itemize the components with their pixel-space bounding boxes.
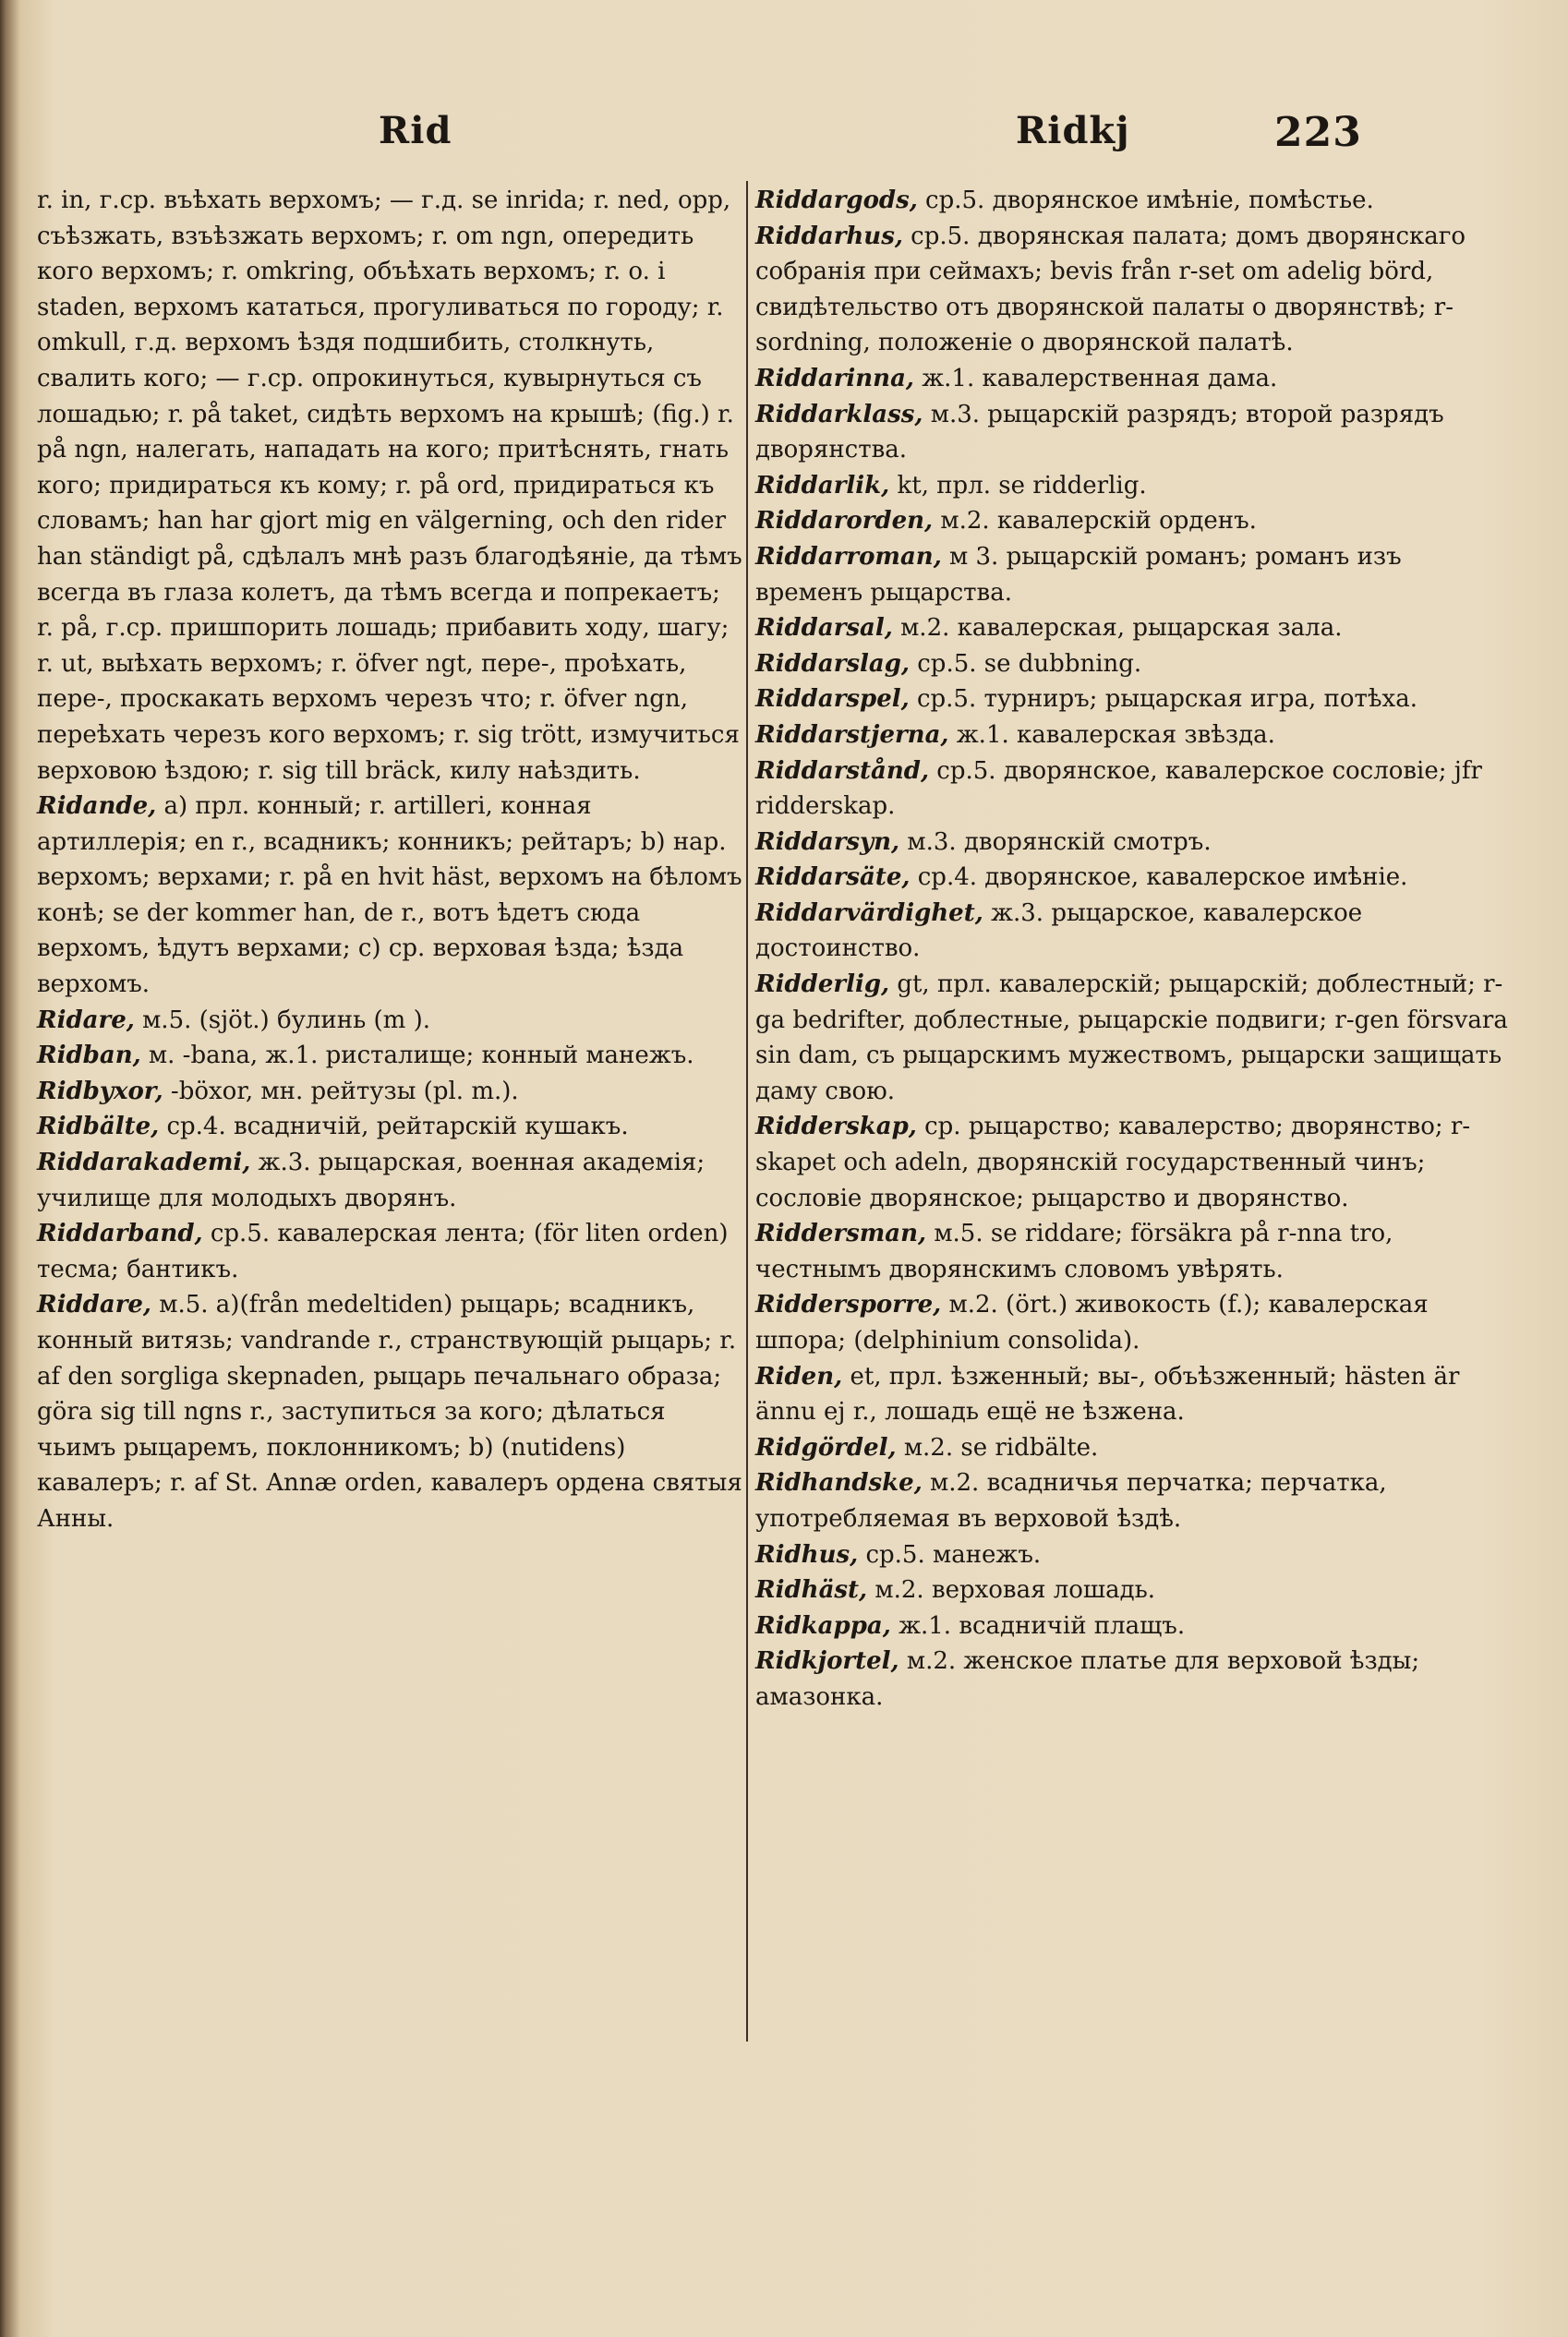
entry-headword: Ridande, — [37, 792, 157, 821]
entry-definition: м.2. верховая лошадь. — [874, 1576, 1156, 1605]
entry-definition: ср.5. кавалерская лента; (för liten orden) тесма; бантикъ. — [37, 1220, 729, 1283]
entry-headword: Ridkjortel, — [755, 1647, 899, 1676]
entry-definition: ср.4. всадничій, рейтарскій кушакъ. — [166, 1113, 629, 1141]
dictionary-entry — [755, 1287, 1511, 1358]
entry-definition: м.2. se ridbälte. — [903, 1433, 1099, 1462]
entry-headword: Riddargods, — [755, 187, 918, 214]
dictionary-entry — [755, 967, 1511, 1109]
entry-definition: ср.5. турниръ; рыцарская игра, потѣха. — [916, 685, 1417, 714]
dictionary-entry — [755, 1109, 1511, 1216]
entry-headword: Riddarroman, — [755, 542, 942, 571]
entry-definition: ср.5. дворянское, кавалерское сословіе; jfr ridderskap. — [755, 756, 1482, 821]
right-column — [755, 183, 1511, 1716]
entry-definition: ж.1. кавалерственная дама. — [922, 364, 1278, 392]
dictionary-entry — [755, 860, 1511, 896]
dictionary-entry — [755, 1465, 1511, 1536]
dictionary-entry — [755, 1359, 1511, 1430]
dictionary-entry — [755, 646, 1511, 682]
column-divider — [746, 181, 748, 2042]
dictionary-entry — [755, 503, 1511, 539]
dictionary-entry — [37, 1216, 743, 1287]
entry-definition: ж.1. кавалерская звѣзда. — [956, 720, 1275, 749]
entry-definition: м.3. рыцарскій разрядъ; второй разрядъ дворянства. — [755, 400, 1444, 464]
dictionary-entry — [755, 539, 1511, 610]
dictionary-entry — [37, 1003, 743, 1039]
entry-headword: Riddarsäte, — [755, 863, 911, 892]
left-guide-word: Rid — [379, 109, 452, 152]
entry-headword: Riddarslag, — [755, 649, 910, 678]
entry-definition: ж.1. всадничій плащъ. — [899, 1611, 1186, 1640]
entry-definition: ср. рыцарство; кавалерство; дворянство; r-skapet och adeln, дворянскій государственный чинъ; сословіе дворянское; рыцарство и дворянство. — [755, 1113, 1471, 1212]
dictionary-entry — [37, 183, 743, 789]
entry-headword: Riddarhus, — [755, 222, 903, 250]
entry-headword: Ridhäst, — [755, 1576, 868, 1605]
entry-definition: м.5. (sjöt.) булинь (m ). — [142, 1006, 430, 1034]
entry-headword: Riden, — [755, 1362, 843, 1391]
dictionary-entry — [755, 361, 1511, 397]
dictionary-entry — [755, 681, 1511, 717]
entry-definition: м.2. кавалерская, рыцарская зала. — [900, 614, 1343, 643]
dictionary-entry — [37, 1074, 743, 1110]
entry-definition: gt, прл. кавалерскій; рыцарскій; доблестный; r-ga bedrifter, доблестные, рыцарскіе подвиги; r-gen försvara sin dam, съ рыцарскимъ мужествомъ, рыцарски защищать даму свою. — [755, 970, 1508, 1105]
dictionary-entry — [37, 1109, 743, 1145]
dictionary-entry — [755, 896, 1511, 967]
entry-definition: м.2. всадничья перчатка; перчатка, употребляемая въ верховой ѣздѣ. — [755, 1469, 1387, 1533]
entry-headword: Riddare, — [37, 1291, 151, 1319]
dictionary-entry — [755, 610, 1511, 646]
entry-definition: ср.5. дворянская палата; домъ дворянскаго собранія при сеймахъ; bevis från r-set om adelig börd, свидѣтельство отъ дворянской палаты о дворянствѣ; r-sordning, положеніе о дворянской палатѣ. — [755, 222, 1466, 357]
entry-headword: Riddarakademi, — [37, 1149, 251, 1177]
entry-definition: ср.5. манежъ. — [865, 1540, 1042, 1569]
entry-definition: ср.4. дворянское, кавалерское имѣніе. — [917, 863, 1408, 892]
dictionary-entry — [755, 1572, 1511, 1608]
dictionary-entry — [755, 1216, 1511, 1287]
entry-definition: -böxor, мн. рейтузы (pl. m.). — [170, 1077, 519, 1105]
entry-headword: Riddersporre, — [755, 1291, 942, 1319]
entry-definition: м.5. se riddare; försäkra på r-nna tro, честнымъ дворянскимъ словомъ увѣрять. — [755, 1220, 1393, 1283]
dictionary-entry — [755, 1608, 1511, 1644]
entry-headword: Ridhandske, — [755, 1469, 923, 1498]
entry-headword: Ridbyxor, — [37, 1077, 163, 1105]
entry-definition: r. in, г.ср. въѣхать верхомъ; — г.д. se inrida; r. ned, opp, съѣзжать, взъѣзжать верхомъ; r. om ngn, опередить кого верхомъ; r. omkring, объѣхать верхомъ; r. o. i staden, верхомъ кататься, прогуливаться по городу; r. omkull, г.д. верхомъ ѣздя подшибить, столкнуть, свалить кого; — г.ср. опрокинуться, кувырнуться съ лошадью; r. på taket, сидѣть верхомъ на крышѣ; (fig.) r. på ngn, налегать, нападать на кого; притѣснять, гнать кого; придираться къ кому; r. på ord, придираться къ словамъ; han har gjort mig en välgerning, och den rider han ständigt på, сдѣлалъ мнѣ разъ благодѣяніе, да тѣмъ всегда въ глаза колетъ, да тѣмъ всегда и попрекаетъ; r. på, г.ср. пришпорить лошадь; прибавить ходу, шагу; r. ut, выѣхать верхомъ; r. öfver ngt, пере-, проѣхать, пере-, проскакать верхомъ черезъ что; r. öfver ngn, переѣхать черезъ кого верхомъ; r. sig trött, измучиться верховою ѣздою; r. sig till bräck, килу наѣздить. — [37, 187, 742, 785]
entry-definition: м 3. рыцарскій романъ; романъ изъ временъ рыцарства. — [755, 542, 1402, 607]
dictionary-entry — [755, 717, 1511, 753]
entry-headword: Riddarorden, — [755, 507, 934, 536]
entry-definition: kt, прл. se ridderlig. — [897, 471, 1147, 500]
entry-headword: Ridderskap, — [755, 1113, 917, 1141]
dictionary-entry — [755, 183, 1511, 219]
entry-definition: м. -bana, ж.1. ристалище; конный манежъ. — [148, 1042, 694, 1070]
dictionary-entry — [755, 753, 1511, 825]
entry-headword: Riddersman, — [755, 1220, 927, 1248]
dictionary-entry — [755, 1537, 1511, 1573]
entry-headword: Ridkappa, — [755, 1611, 891, 1640]
dictionary-entry — [755, 468, 1511, 504]
entry-headword: Riddarvärdighet, — [755, 898, 983, 927]
dictionary-entry — [755, 825, 1511, 861]
entry-headword: Riddarstånd, — [755, 756, 930, 785]
entry-definition: м.2. (ört.) живокость (f.); кавалерская шпора; (delphinium consolida). — [755, 1291, 1429, 1355]
entry-headword: Riddarband, — [37, 1220, 203, 1248]
entry-definition: м.2. женское платье для верховой ѣзды; амазонка. — [755, 1647, 1420, 1711]
entry-definition: м.5. a)(från medeltiden) рыцарь; всадникъ, конный витязь; vandrande r., странствующій рыцарь; r. af den sorgliga skepnaden, рыцарь печальнаго образа; göra sig till ngns r., заступиться за кого; дѣлаться чьимъ рыцаремъ, поклонникомъ; b) (nutidens) кавалеръ; r. af St. Annæ orden, кавалеръ ордена святыя Анны. — [37, 1291, 742, 1533]
dictionary-entry — [755, 219, 1511, 361]
entry-definition: a) прл. конный; r. artilleri, конная артиллерія; en r., всадникъ; конникъ; рейтаръ; b) нар. верхомъ; верхами; r. på en hvit häst, верхомъ на бѣломъ конѣ; se der kommer han, de r., вотъ ѣдетъ сюда верхомъ, ѣдутъ верхами; c) ср. верховая ѣзда; ѣзда верхомъ. — [37, 792, 742, 999]
entry-definition: м.3. дворянскій смотръ. — [907, 827, 1212, 856]
entry-definition: ж.3. рыцарское, кавалерское достоинство. — [755, 898, 1363, 963]
entry-headword: Riddarspel, — [755, 685, 910, 714]
dictionary-entry — [755, 1644, 1511, 1715]
entry-headword: Ridare, — [37, 1006, 135, 1034]
entry-definition: м.2. кавалерскій орденъ. — [940, 507, 1257, 536]
entry-definition: ж.3. рыцарская, военная академія; училище для молодыхъ дворянъ. — [37, 1149, 706, 1212]
entry-headword: Riddarsal, — [755, 614, 893, 643]
entry-headword: Riddarlik, — [755, 471, 890, 500]
dictionary-entry — [37, 1038, 743, 1074]
entry-headword: Ridderlig, — [755, 970, 890, 999]
entry-headword: Ridban, — [37, 1042, 141, 1070]
page-number: 223 — [1274, 109, 1362, 156]
dictionary-entry — [37, 789, 743, 1003]
dictionary-entry — [37, 1287, 743, 1536]
entry-definition: et, прл. ѣзженный; вы-, объѣзженный; hästen är ännu ej r., лошадь ещё не ѣзжена. — [755, 1362, 1460, 1427]
entry-headword: Riddarstjerna, — [755, 720, 949, 749]
entry-headword: Ridhus, — [755, 1540, 859, 1569]
entry-headword: Riddarsyn, — [755, 827, 900, 856]
dictionary-entry — [37, 1145, 743, 1216]
entry-definition: ср.5. se dubbning. — [917, 649, 1142, 678]
left-column — [37, 183, 743, 1537]
dictionary-entry — [755, 397, 1511, 468]
entry-headword: Ridgördel, — [755, 1433, 897, 1462]
entry-headword: Riddarinna, — [755, 364, 914, 392]
entry-headword: Riddarklass, — [755, 400, 923, 428]
dictionary-entry — [755, 1430, 1511, 1466]
entry-headword: Ridbälte, — [37, 1113, 160, 1141]
right-guide-word: Ridkj — [1016, 109, 1130, 152]
entry-definition: ср.5. дворянское имѣніе, помѣстье. — [925, 187, 1374, 214]
